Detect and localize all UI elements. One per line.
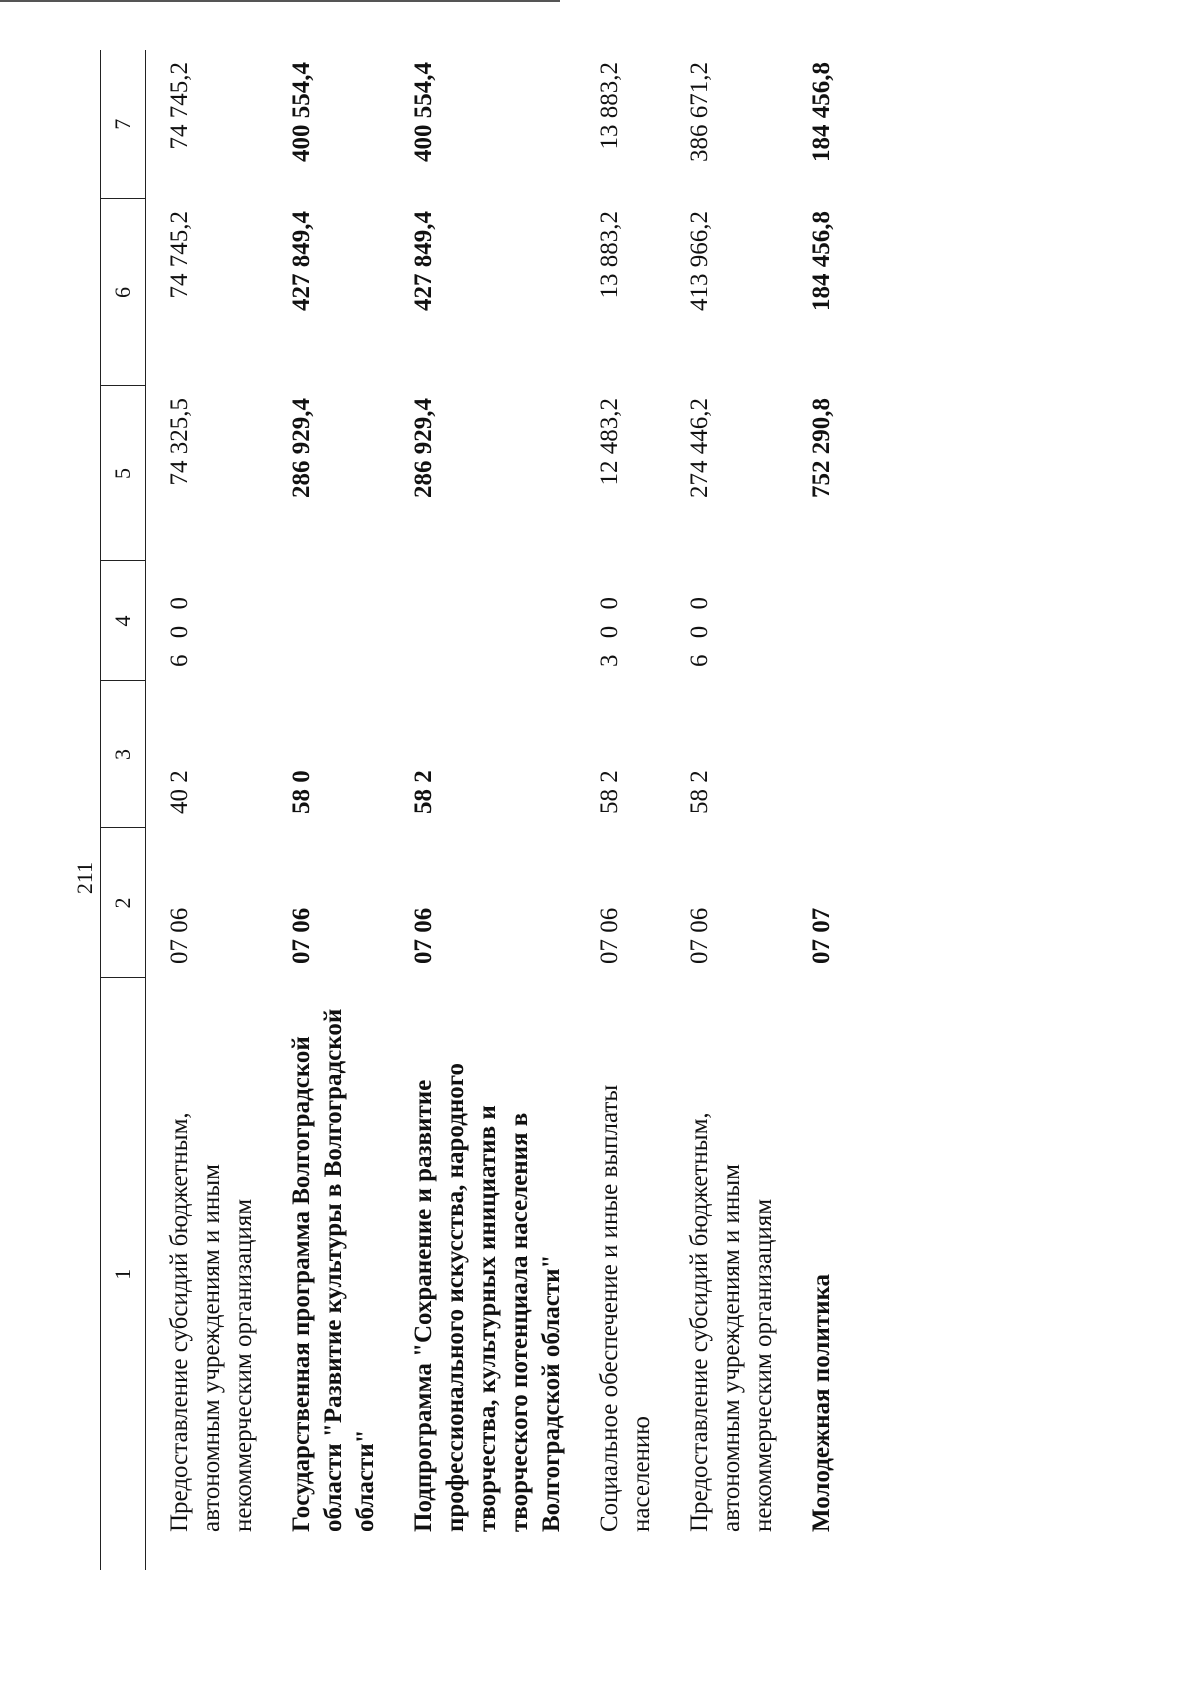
amount-col5-cell: 74 325,5 — [166, 398, 193, 486]
table-row — [780, 50, 838, 1570]
amount-col6-cell: 74 745,2 — [166, 211, 193, 299]
column-header-1: 1 — [101, 978, 146, 1570]
row-name-cell: Государственная программа Волгоградской области "Развитие культуры в Волгоградской области" — [288, 1008, 379, 1532]
amount-col7-cell: 400 554,4 — [288, 62, 315, 162]
budget-table — [100, 50, 838, 1570]
row-name-cell: Предоставление субсидий бюджетным, автономным учреждениям и иным некоммерческим организациям — [686, 1112, 777, 1532]
program-code-cell — [780, 681, 838, 828]
section-code-cell: 07 06 — [596, 907, 623, 964]
amount-col7-cell: 184 456,8 — [808, 62, 835, 162]
program-code-cell: 40 2 — [166, 770, 193, 814]
row-name-cell: Молодежная политика — [808, 1273, 835, 1532]
table-row — [658, 50, 780, 1570]
program-code-cell: 58 2 — [686, 770, 713, 814]
program-code-cell: 58 2 — [410, 770, 437, 814]
amount-col6-cell: 13 883,2 — [596, 211, 623, 299]
amount-col7-cell: 74 745,2 — [166, 62, 193, 150]
table-row — [568, 50, 658, 1570]
expense-type-cell: 6 0 0 — [686, 592, 713, 667]
column-header-5: 5 — [101, 386, 146, 561]
section-code-cell: 07 06 — [410, 907, 437, 964]
row-name-cell: Предоставление субсидий бюджетным, автономным учреждениям и иным некоммерческим организациям — [166, 1112, 257, 1532]
program-code-cell: 58 2 — [596, 770, 623, 814]
table-row — [146, 50, 261, 1570]
amount-col6-cell: 184 456,8 — [808, 211, 835, 311]
section-code-cell: 07 06 — [166, 907, 193, 964]
column-header-3: 3 — [101, 681, 146, 828]
amount-col5-cell: 286 929,4 — [288, 398, 315, 498]
amount-col7-cell: 400 554,4 — [410, 62, 437, 162]
section-code-cell: 07 07 — [808, 907, 835, 964]
amount-col6-cell: 427 849,4 — [410, 211, 437, 311]
column-header-4: 4 — [101, 561, 146, 681]
amount-col5-cell: 274 446,2 — [686, 398, 713, 498]
amount-col5-cell: 286 929,4 — [410, 398, 437, 498]
amount-col5-cell: 752 290,8 — [808, 398, 835, 498]
column-header-2: 2 — [101, 828, 146, 978]
amount-col7-cell: 13 883,2 — [596, 62, 623, 150]
table-header-row — [101, 50, 146, 1570]
amount-col6-cell: 427 849,4 — [288, 211, 315, 311]
page-number: 211 — [72, 861, 97, 895]
row-name-cell: Подпрограмма "Сохранение и развитие профессионального искусства, народного творчества, культурных инициатив и творческого потенциала населения в Волгоградской области" — [410, 1063, 565, 1532]
column-header-6: 6 — [101, 199, 146, 386]
program-code-cell: 58 0 — [288, 770, 315, 814]
column-header-7: 7 — [101, 50, 146, 199]
table-row — [260, 50, 382, 1570]
amount-col6-cell: 413 966,2 — [686, 211, 713, 311]
amount-col7-cell: 386 671,2 — [686, 62, 713, 162]
row-name-cell: Социальное обеспечение и иные выплаты населению — [596, 1084, 655, 1532]
section-code-cell: 07 06 — [686, 907, 713, 964]
expense-type-cell — [382, 561, 568, 681]
amount-col5-cell: 12 483,2 — [596, 398, 623, 486]
expense-type-cell: 6 0 0 — [166, 592, 193, 667]
section-code-cell: 07 06 — [288, 907, 315, 964]
expense-type-cell — [780, 561, 838, 681]
expense-type-cell: 3 0 0 — [596, 592, 623, 667]
table-row — [382, 50, 568, 1570]
expense-type-cell — [260, 561, 382, 681]
